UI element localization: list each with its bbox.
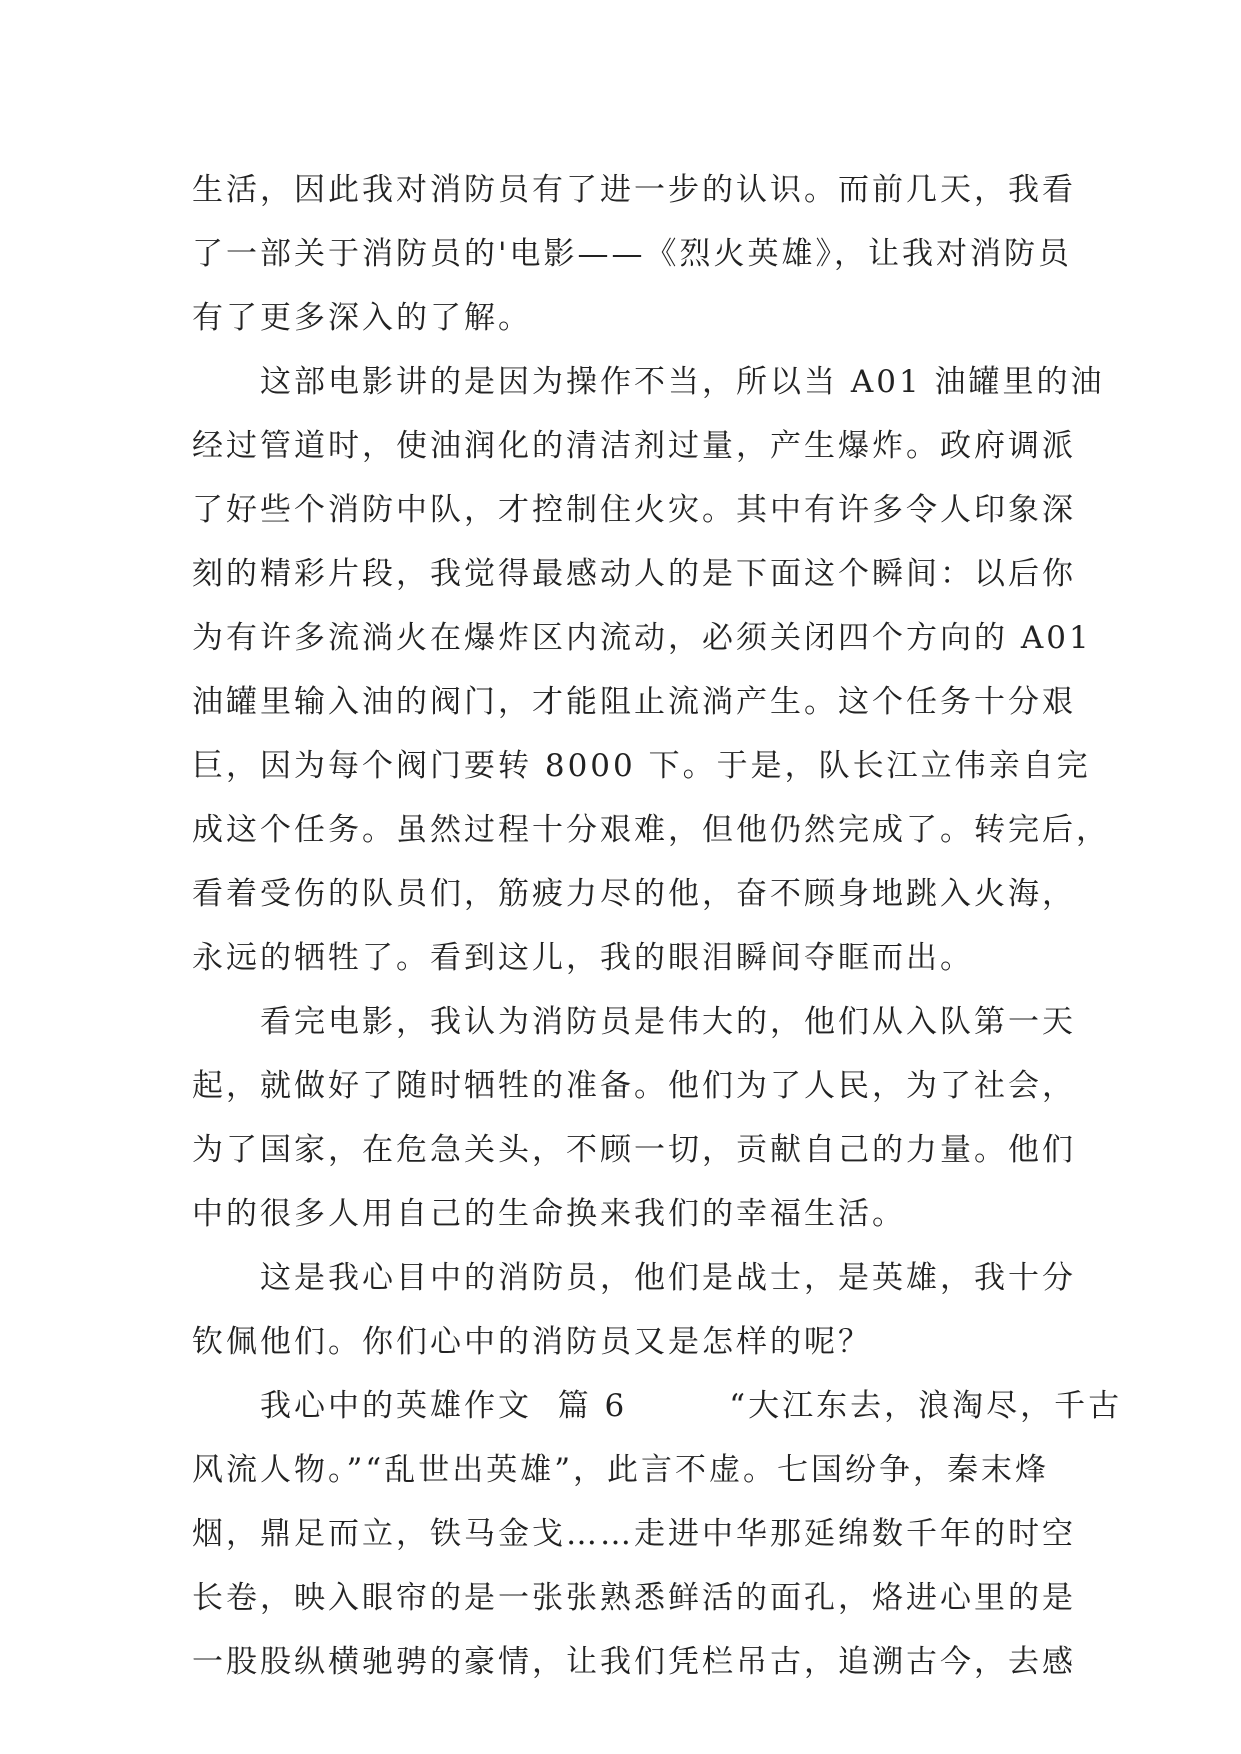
text-line: 刻的精彩片段，我觉得最感动人的是下面这个瞬间：以后你 (192, 556, 1076, 592)
text-line: 风流人物。”“乱世出英雄”，此言不虚。七国纷争，秦末烽 (192, 1452, 1050, 1488)
document-body (192, 158, 1123, 1694)
text-line: 了好些个消防中队，才控制住火灾。其中有许多令人印象深 (192, 492, 1076, 528)
text-line: 油罐里输入油的阀门，才能阻止流淌产生。这个任务十分艰 (192, 684, 1076, 720)
text-line: 巨，因为每个阀门要转 8000 下。于是，队长江立伟亲自完 (192, 748, 1091, 784)
text-line: 经过管道时，使油润化的清洁剂过量，产生爆炸。政府调派 (192, 428, 1076, 464)
text-line: 起，就做好了随时牺牲的准备。他们为了人民，为了社会， (192, 1068, 1076, 1104)
text-line: 了一部关于消防员的'电影——《烈火英雄》，让我对消防员 (192, 236, 1073, 272)
text-line: 生活，因此我对消防员有了进一步的认识。而前几天，我看 (192, 172, 1076, 208)
text-line: 长卷，映入眼帘的是一张张熟悉鲜活的面孔，烙进心里的是 (192, 1580, 1076, 1616)
text-line: 烟，鼎足而立，铁马金戈……走进中华那延绵数千年的时空 (192, 1516, 1076, 1552)
text-line: 成这个任务。虽然过程十分艰难，但他仍然完成了。转完后， (192, 812, 1110, 848)
text-line: 我心中的英雄作文 篇 6 “大江东去，浪淘尽，千古 (192, 1388, 1123, 1424)
text-line: 一股股纵横驰骋的豪情，让我们凭栏吊古，追溯古今，去感 (192, 1644, 1076, 1680)
text-line: 有了更多深入的了解。 (192, 300, 532, 336)
text-line: 永远的牺牲了。看到这儿，我的眼泪瞬间夺眶而出。 (192, 940, 974, 976)
text-line: 这部电影讲的是因为操作不当，所以当 A01 油罐里的油 (192, 364, 1105, 400)
text-line: 看完电影，我认为消防员是伟大的，他们从入队第一天 (192, 1004, 1076, 1040)
text-line: 看着受伤的队员们，筋疲力尽的他，奋不顾身地跳入火海， (192, 876, 1076, 912)
text-line: 钦佩他们。你们心中的消防员又是怎样的呢？ (192, 1324, 872, 1360)
text-line: 为有许多流淌火在爆炸区内流动，必须关闭四个方向的 A01 (192, 620, 1092, 656)
text-line: 中的很多人用自己的生命换来我们的幸福生活。 (192, 1196, 906, 1232)
text-line: 为了国家，在危急关头，不顾一切，贡献自己的力量。他们 (192, 1132, 1076, 1168)
text-line: 这是我心目中的消防员，他们是战士，是英雄，我十分 (192, 1260, 1076, 1296)
